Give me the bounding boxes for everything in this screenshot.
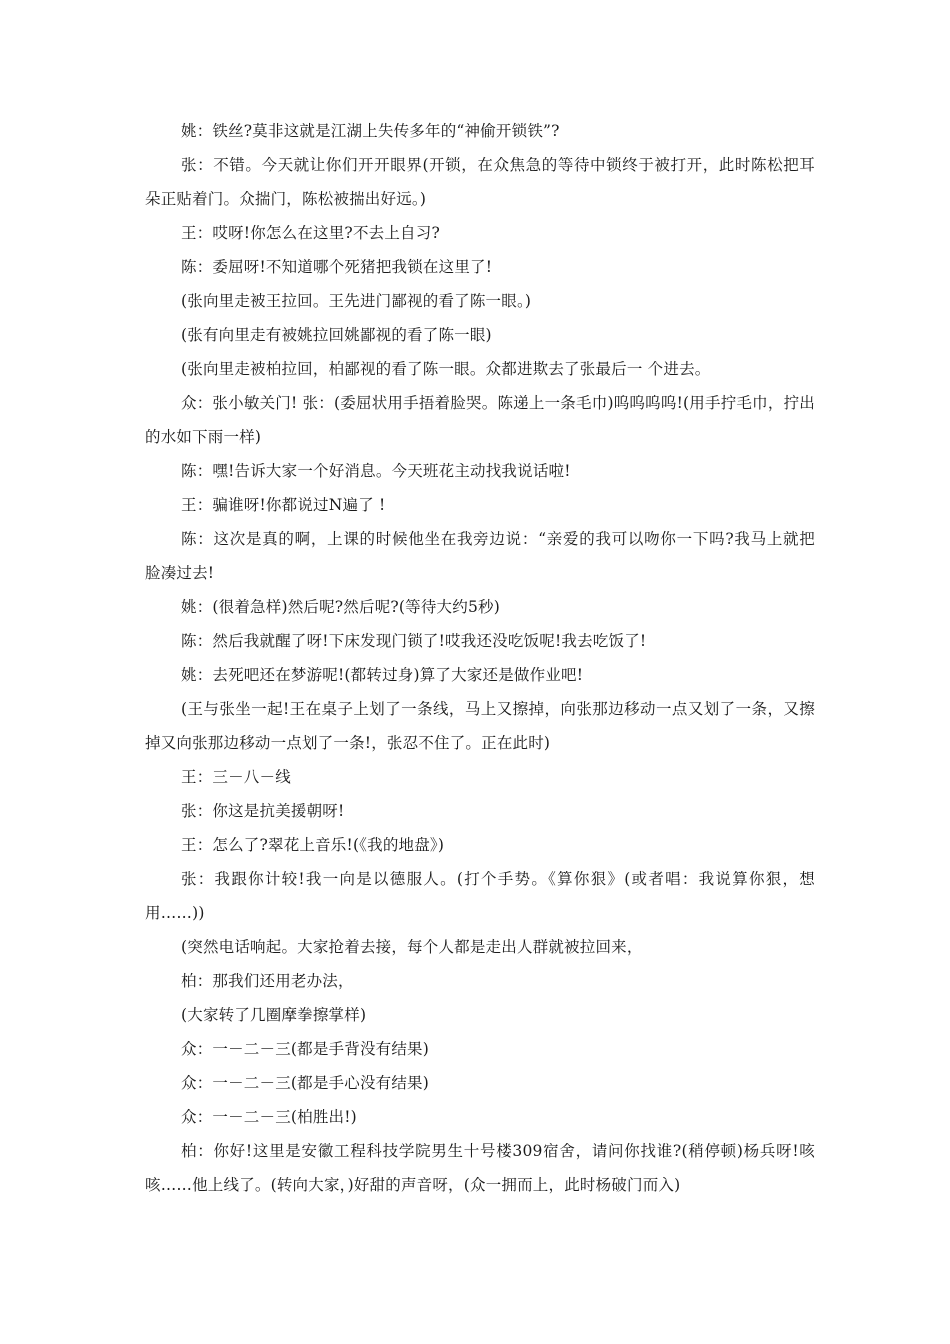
stage-direction: (大家转了几圈摩拳擦掌样) <box>181 1006 367 1024</box>
dialogue-line: 陈：然后我就醒了呀!下床发现门锁了!哎我还没吃饭呢!我去吃饭了! <box>181 632 647 650</box>
dialogue-line: 众：一－二－三(都是手背没有结果) <box>181 1040 429 1058</box>
stage-direction: (张向里走被柏拉回，柏鄙视的看了陈一眼。众都进欺去了张最后一 个进去。 <box>181 360 711 378</box>
dialogue-line: 众：一－二－三(柏胜出!) <box>181 1108 357 1126</box>
dialogue-line: 陈：嘿!告诉大家一个好消息。今天班花主动找我说话啦! <box>181 462 571 480</box>
dialogue-line: 王：三－八－线 <box>181 768 291 786</box>
dialogue-line: 众：张小敏关门! 张：(委屈状用手捂着脸哭。陈递上一条毛巾)呜呜呜呜!(用手拧毛巾，拧出的水如下雨一样) <box>145 394 815 446</box>
dialogue-line: 姚：铁丝?莫非这就是江湖上失传多年的“神偷开锁铁”? <box>181 122 560 140</box>
stage-direction: (王与张坐一起!王在桌子上划了一条线，马上又擦掉，向张那边移动一点又划了一条，又擦掉又向张那边移动一点划了一条!，张忍不住了。正在此时) <box>145 700 815 752</box>
dialogue-line: 张：你这是抗美援朝呀! <box>181 802 345 820</box>
dialogue-line: 张：不错。今天就让你们开开眼界(开锁，在众焦急的等待中锁终于被打开，此时陈松把耳朵正贴着门。众揣门，陈松被揣出好远。) <box>145 156 815 208</box>
dialogue-line: 姚：去死吧还在梦游呢!(都转过身)算了大家还是做作业吧! <box>181 666 584 684</box>
dialogue-line: 王：哎呀!你怎么在这里?不去上自习? <box>181 224 440 242</box>
dialogue-line: 陈：这次是真的啊，上课的时候他坐在我旁边说：“亲爱的我可以吻你一下吗?我马上就把 脸凑过去! <box>145 530 815 582</box>
dialogue-line: 王：骗谁呀!你都说过N遍了 ! <box>181 496 386 514</box>
dialogue-line: 王：怎么了?翠花上音乐!(《我的地盘》) <box>181 836 445 854</box>
dialogue-line: 柏：那我们还用老办法， <box>181 972 354 990</box>
stage-direction: (张向里走被王拉回。王先进门鄙视的看了陈一眼。) <box>181 292 532 310</box>
stage-direction: (张有向里走有被姚拉回姚鄙视的看了陈一眼) <box>181 326 492 344</box>
dialogue-line: 姚：(很着急样)然后呢?然后呢?(等待大约5秒) <box>181 598 500 616</box>
dialogue-line: 陈：委屈呀!不知道哪个死猪把我锁在这里了! <box>181 258 493 276</box>
script-text-body <box>145 114 815 1202</box>
dialogue-line: 众：一－二－三(都是手心没有结果) <box>181 1074 429 1092</box>
stage-direction: (突然电话响起。大家抢着去接，每个人都是走出人群就被拉回来， <box>181 938 643 956</box>
dialogue-line: 张：我跟你计较!我一向是以德服人。(打个手势。《算你狠》(或者唱：我说算你狠，想用……)) <box>145 870 815 922</box>
dialogue-line: 柏：你好!这里是安徽工程科技学院男生十号楼309宿舍，请问你找谁?(稍停顿)杨兵呀!咳咳……他上线了。(转向大家，)好甜的声音呀，(众一拥而上，此时杨破门而入) <box>145 1142 815 1194</box>
